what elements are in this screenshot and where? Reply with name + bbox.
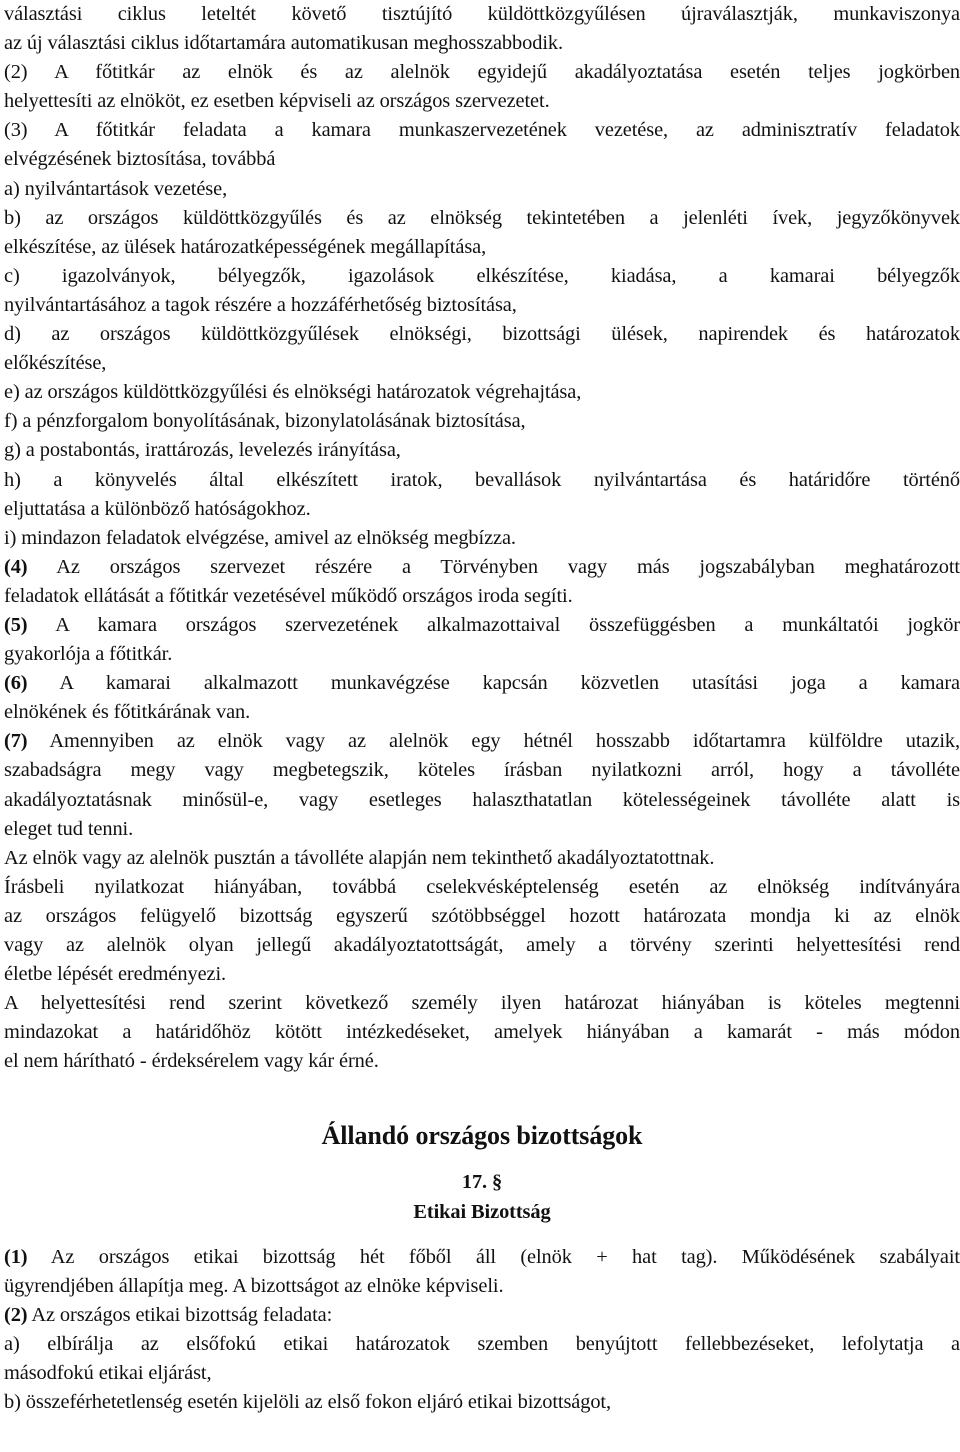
line-text: A helyettesítési rend szerint következő személy ilyen határozat hiányában is köteles megtenni [4, 992, 960, 1015]
line-text: a) elbírálja az elsőfokú etikai határozatok szemben benyújtott fellebbezéseket, lefolytatja a [4, 1332, 960, 1355]
line-text: c) igazolványok, bélyegzők, igazolások elkészítése, kiadása, a kamarai bélyegzők [4, 264, 960, 287]
text-line [4, 204, 960, 233]
line-text: b) az országos küldöttközgyűlés és az elnökség tekintetében a jelenléti ívek, jegyzőkönyvek [4, 206, 960, 229]
text-line [4, 0, 960, 29]
line-text: eleget tud tenni. [4, 817, 134, 840]
text-line [4, 1330, 960, 1359]
line-text: elkészítése, az ülések határozatképességének megállapítása, [4, 235, 487, 258]
line-text: feladatok ellátását a főtitkár vezetésével működő országos iroda segíti. [4, 584, 573, 607]
paragraph-number: (4) [4, 555, 28, 578]
line-text: a) nyilvántartások vezetése, [4, 177, 228, 200]
line-text: h) a könyvelés által elkészített iratok, bevallások nyilvántartása és határidőre történő [4, 468, 960, 491]
text-line [4, 262, 960, 291]
line-text: elvégzésének biztosítása, továbbá [4, 148, 276, 171]
text-line [4, 436, 960, 465]
text-line [4, 902, 960, 931]
text-line [4, 524, 960, 553]
paragraph-number: (6) [4, 672, 28, 695]
paragraph-block-numbered [4, 553, 960, 1077]
line-text: g) a postabontás, irattározás, levelezés irányítása, [4, 439, 401, 462]
text-line [4, 378, 960, 407]
paragraph-block-ethics [4, 1243, 960, 1418]
text-line [4, 58, 960, 87]
text-line [4, 698, 960, 727]
line-text: Az országos etikai bizottság feladata: [27, 1303, 333, 1326]
line-text: másodfokú etikai eljárást, [4, 1362, 212, 1385]
text-line [4, 582, 960, 611]
line-text: el nem hárítható - érdeksérelem vagy kár érné. [4, 1050, 379, 1073]
chapter-heading: Állandó országos bizottságok [321, 1121, 643, 1151]
text-line [4, 756, 960, 785]
section-title: Etikai Bizottság [413, 1200, 551, 1223]
text-line [4, 553, 960, 582]
line-text: életbe lépését eredményezi. [4, 963, 227, 986]
text-line [4, 611, 960, 640]
paragraph-number: (5) [4, 613, 28, 636]
text-line [4, 669, 960, 698]
paragraph-number: (2) [4, 1303, 28, 1326]
line-text: helyettesíti az elnököt, ez esetben képviseli az országos szervezetet. [4, 90, 550, 113]
line-text: vagy az alelnök olyan jellegű akadályoztatottságát, amely a törvény szerinti helyettesítési rend [4, 934, 960, 956]
text-line [4, 873, 960, 902]
line-text: f) a pénzforgalom bonyolításának, bizonylatolásának biztosítása, [4, 410, 526, 433]
line-text: e) az országos küldöttközgyűlési és elnökségi határozatok végrehajtása, [4, 381, 582, 404]
text-line [4, 175, 960, 204]
line-text: Az országos etikai bizottság hét főből áll (elnök + hat tag). Működésének szabályait [27, 1245, 960, 1268]
section-number: 17. § [461, 1171, 503, 1194]
text-line [4, 29, 960, 58]
text-line [4, 145, 960, 174]
paragraph-number: (7) [4, 730, 28, 753]
document-page [4, 0, 960, 1417]
text-line [4, 495, 960, 524]
text-line [4, 727, 960, 756]
text-line [4, 320, 960, 349]
text-line [4, 466, 960, 495]
line-text: szabadságra megy vagy megbetegszik, köteles írásban nyilatkozni arról, hogy a távolléte [4, 759, 960, 782]
line-text: választási ciklus leteltét követő tisztújító küldöttközgyűlésen újraválasztják, munkaviszonya [4, 3, 960, 25]
line-text: nyilvántartásához a tagok részére a hozzáférhetőség biztosítása, [4, 293, 517, 316]
text-line [4, 786, 960, 815]
text-line [4, 291, 960, 320]
line-text: (2) A főtitkár az elnök és az alelnök egyidejű akadályoztatása esetén teljes jogkörben [4, 61, 960, 84]
line-text: Az országos szervezet részére a Törvényben vagy más jogszabályban meghatározott [27, 555, 960, 578]
line-text: az új választási ciklus időtartamára automatikusan meghosszabbodik. [4, 32, 563, 55]
text-line [4, 815, 960, 844]
text-line [4, 87, 960, 116]
text-line [4, 349, 960, 378]
text-line [4, 1272, 960, 1301]
line-text: ügyrendjében állapítja meg. A bizottságot az elnöke képviseli. [4, 1274, 504, 1297]
line-text: (3) A főtitkár feladata a kamara munkaszervezetének vezetése, az adminisztratív feladatok [4, 119, 960, 142]
text-line [4, 116, 960, 145]
line-text: akadályoztatásnak minősül-e, vagy esetleges halaszthatatlan kötelességeinek távolléte alatt is [4, 788, 960, 811]
paragraph-block-main [4, 0, 960, 553]
line-text: gyakorlója a főtitkár. [4, 643, 173, 666]
paragraph-number: (1) [4, 1245, 28, 1268]
line-text: A kamarai alkalmazott munkavégzése kapcsán közvetlen utasítási joga a kamara [27, 672, 960, 695]
text-line [4, 1301, 960, 1330]
text-line [4, 989, 960, 1018]
text-line [4, 640, 960, 669]
line-text: Amennyiben az elnök vagy az alelnök egy hétnél hosszabb időtartamra külföldre utazik, [27, 730, 960, 753]
line-text: i) mindazon feladatok elvégzése, amivel az elnökség megbízza. [4, 526, 516, 549]
text-line [4, 407, 960, 436]
text-line [4, 1359, 960, 1388]
line-text: A kamara országos szervezetének alkalmazottaival összefüggésben a munkáltatói jogkör [27, 613, 960, 636]
line-text: Írásbeli nyilatkozat hiányában, továbbá cselekvésképtelenség esetén az elnökség indítványára [4, 875, 960, 898]
line-text: elnökének és főtitkárának van. [4, 701, 251, 724]
text-line [4, 960, 960, 989]
line-text: b) összeférhetetlenség esetén kijelöli az első fokon eljáró etikai bizottságot, [4, 1391, 611, 1414]
line-text: mindazokat a határidőhöz kötött intézkedéseket, amelyek hiányában a kamarát - más módon [4, 1021, 960, 1044]
line-text: d) az országos küldöttközgyűlések elnökségi, bizottsági ülések, napirendek és határozatok [4, 323, 960, 346]
line-text: eljuttatása a különböző hatóságokhoz. [4, 497, 311, 520]
text-line [4, 844, 960, 873]
text-line [4, 1047, 960, 1076]
line-text: előkészítése, [4, 352, 107, 375]
text-line [4, 1388, 960, 1417]
text-line [4, 931, 960, 960]
text-line [4, 1018, 960, 1047]
text-line [4, 233, 960, 262]
text-line [4, 1243, 960, 1272]
line-text: az országos felügyelő bizottság egyszerű szótöbbséggel hozott határozata mondja ki az elnök [4, 904, 960, 927]
line-text: Az elnök vagy az alelnök pusztán a távolléte alapján nem tekinthető akadályoztatottnak. [4, 846, 715, 869]
